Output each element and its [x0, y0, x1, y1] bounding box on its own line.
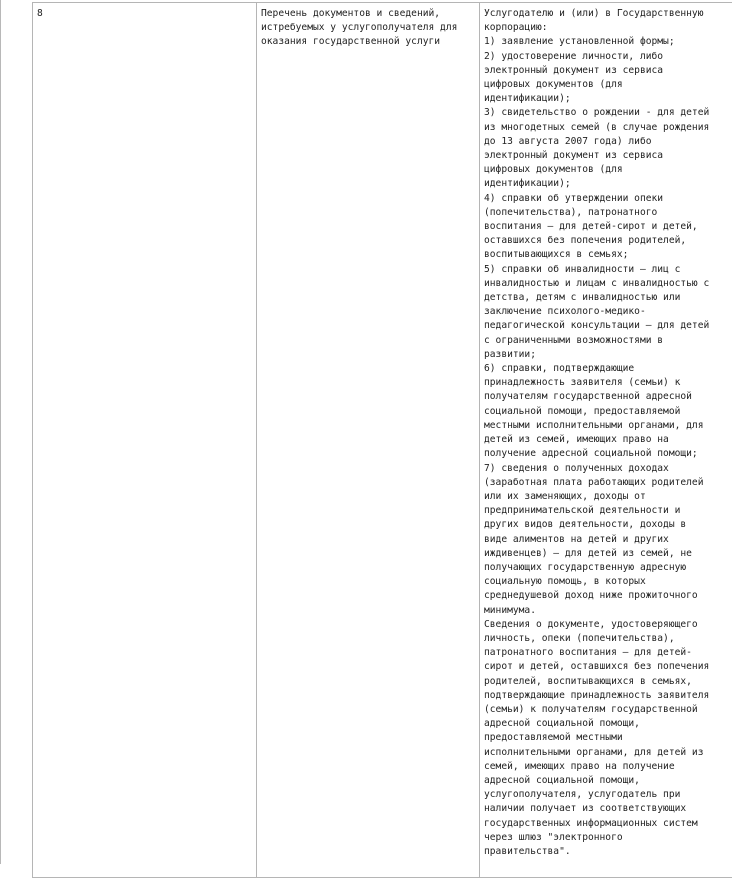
text-line: детства, детям с инвалидностью или — [484, 291, 732, 305]
row-number: 8 — [37, 7, 252, 21]
text-line: местными исполнительными органами, для — [484, 419, 732, 433]
text-line: оказания государственной услуги — [261, 35, 475, 49]
text-line: 4) справки об утверждении опеки — [484, 192, 732, 206]
text-line: предпринимательской деятельности и — [484, 504, 732, 518]
text-line: из многодетных семей (в случае рождения — [484, 121, 732, 135]
text-line: социальной помощи, предоставляемой — [484, 405, 732, 419]
text-line: услугополучателя, услугодатель при — [484, 788, 732, 802]
text-line: адресной социальной помощи, — [484, 717, 732, 731]
text-line: идентификации); — [484, 177, 732, 191]
text-line: исполнительными органами, для детей из — [484, 746, 732, 760]
text-line: предоставляемой местными — [484, 731, 732, 745]
text-line: принадлежность заявителя (семьи) к — [484, 376, 732, 390]
text-line: или их заменяющих, доходы от — [484, 490, 732, 504]
text-line: 3) свидетельство о рождении - для детей — [484, 106, 732, 120]
text-line: минимума. — [484, 604, 732, 618]
text-line: подтверждающие принадлежность заявителя — [484, 689, 732, 703]
text-line: семей, имеющих право на получение — [484, 760, 732, 774]
text-line: корпорацию: — [484, 21, 732, 35]
table-row — [33, 3, 732, 878]
text-line: 5) справки об инвалидности – лиц с — [484, 263, 732, 277]
text-line: детей из семей, имеющих право на — [484, 433, 732, 447]
text-line: виде алиментов на детей и других — [484, 533, 732, 547]
text-line: Сведения о документе, удостоверяющего — [484, 618, 732, 632]
text-line: истребуемых у услугополучателя для — [261, 21, 475, 35]
text-line: (заработная плата работающих родителей — [484, 476, 732, 490]
text-line: 6) справки, подтверждающие — [484, 362, 732, 376]
text-line: получение адресной социальной помощи; — [484, 447, 732, 461]
text-line: (семьи) к получателям государственной — [484, 703, 732, 717]
row-name-cell — [257, 3, 480, 878]
text-line: через шлюз "электронного — [484, 831, 732, 845]
text-line: сирот и детей, оставшихся без попечения — [484, 660, 732, 674]
text-line: Услугодателю и (или) в Государственную — [484, 7, 732, 21]
text-line: 7) сведения о полученных доходах — [484, 462, 732, 476]
text-line: цифровых документов (для — [484, 78, 732, 92]
text-line: до 13 августа 2007 года) либо — [484, 135, 732, 149]
text-line: воспитания – для детей-сирот и детей, — [484, 220, 732, 234]
text-line: 2) удостоверение личности, либо — [484, 50, 732, 64]
row-name-text — [261, 7, 475, 50]
row-description-cell — [480, 3, 732, 878]
row-number-cell — [33, 3, 257, 878]
text-line: электронный документ из сервиса — [484, 149, 732, 163]
text-line: адресной социальной помощи, — [484, 774, 732, 788]
text-line: Перечень документов и сведений, — [261, 7, 475, 21]
text-line: 1) заявление установленной формы; — [484, 35, 732, 49]
text-line: среднедушевой доход ниже прожиточного — [484, 589, 732, 603]
text-line: родителей, воспитывающихся в семьях, — [484, 675, 732, 689]
text-line: (попечительства), патронатного — [484, 206, 732, 220]
text-line: правительства". — [484, 845, 732, 859]
text-line: социальную помощь, в которых — [484, 575, 732, 589]
text-line: с ограниченными возможностями в — [484, 334, 732, 348]
text-line: личность, опеки (попечительства), — [484, 632, 732, 646]
text-line: электронный документ из сервиса — [484, 64, 732, 78]
text-line: воспитывающихся в семьях; — [484, 248, 732, 262]
text-line: педагогической консультации – для детей — [484, 319, 732, 333]
text-line: инвалидностью и лицам с инвалидностью с — [484, 277, 732, 291]
text-line: получателям государственной адресной — [484, 390, 732, 404]
text-line: цифровых документов (для — [484, 163, 732, 177]
text-line: развитии; — [484, 348, 732, 362]
row-description-text — [484, 7, 732, 859]
text-line: заключение психолого-медико- — [484, 305, 732, 319]
text-line: наличии получает из соответствующих — [484, 802, 732, 816]
services-table — [32, 2, 732, 878]
text-line: иждивенцев) – для детей из семей, не — [484, 547, 732, 561]
text-line: получающих государственную адресную — [484, 561, 732, 575]
text-line: идентификации); — [484, 92, 732, 106]
text-line: государственных информационных систем — [484, 817, 732, 831]
text-line: патронатного воспитания – для детей- — [484, 646, 732, 660]
text-line: оставшихся без попечения родителей, — [484, 234, 732, 248]
text-line: других видов деятельности, доходы в — [484, 518, 732, 532]
